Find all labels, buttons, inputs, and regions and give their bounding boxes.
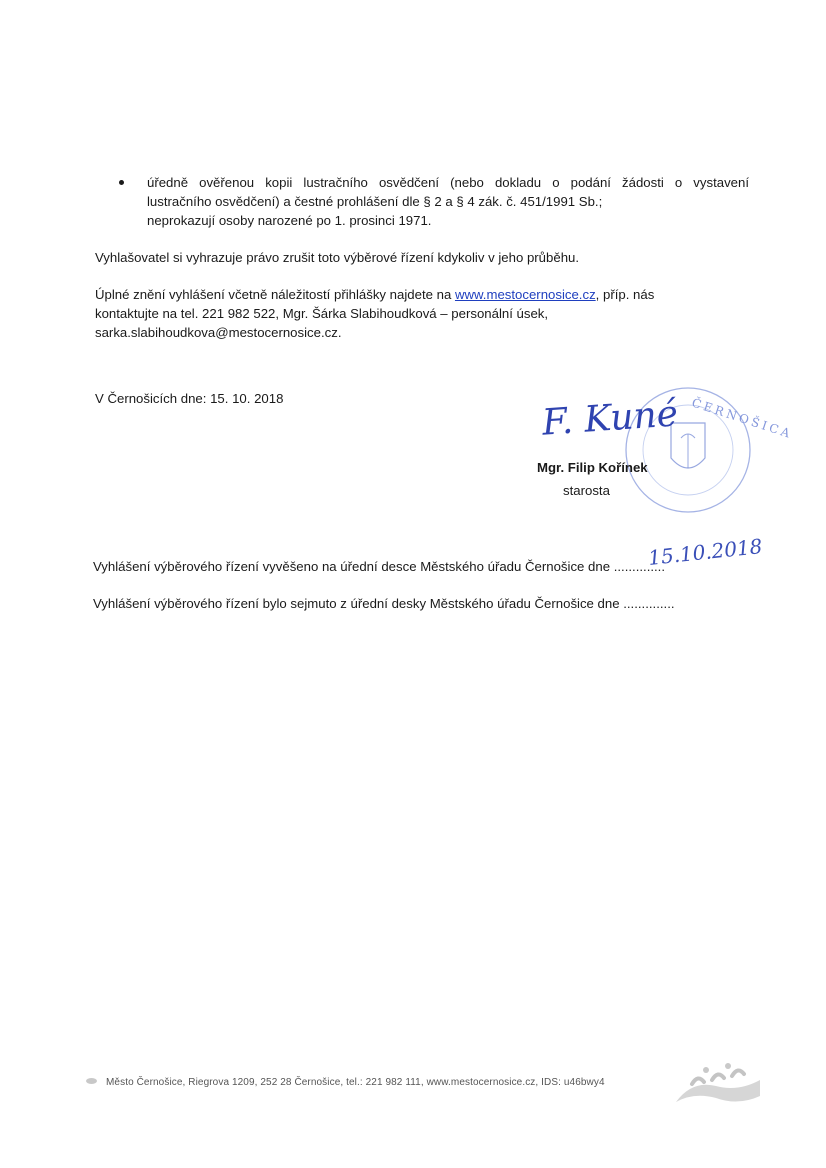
signatory-role: starosta: [563, 483, 610, 498]
bullet-line-1: úředně ověřenou kopii lustračního osvědčení (nebo dokladu o podání žádosti o vystavení: [147, 175, 749, 190]
contact-line-1: [95, 285, 654, 304]
bullet-line-3: neprokazují osoby narozené po 1. prosinci 1971.: [147, 213, 432, 228]
bullet-line-2: lustračního osvědčení) a čestné prohlášení dle § 2 a § 4 zák. č. 451/1991 Sb.;: [147, 194, 603, 209]
handwritten-signature: F. Kuné: [540, 393, 680, 444]
posted-notice: Vyhlášení výběrového řízení vyvěšeno na úřední desce Městského úřadu Černošice dne ..............: [93, 559, 666, 574]
website-link[interactable]: www.mestocernosice.cz: [454, 287, 596, 302]
removed-notice: Vyhlášení výběrového řízení bylo sejmuto z úřední desky Městského úřadu Černošice dne ..............: [93, 596, 675, 611]
contact-line-2: kontaktujte na tel. 221 982 522, Mgr. Šárka Slabihoudková – personální úsek,: [95, 306, 549, 321]
handwritten-posted-date: 15.10.2018: [647, 534, 764, 570]
stamp-text: ČERNOŠICA: [690, 395, 795, 442]
footer-address: Město Černošice, Riegrova 1209, 252 28 Černošice, tel.: 221 982 111, www.mestocernosice.cz, IDS: u46bwy4: [106, 1077, 605, 1088]
contact-line-3: sarka.slabihoudkova@mestocernosice.cz.: [95, 325, 342, 340]
footer-bullet: [86, 1078, 97, 1084]
city-logo-icon: [672, 1062, 764, 1106]
contact-line-1-prefix: Úplné znění vyhlášení včetně náležitostí přihlášky najdete na: [95, 287, 455, 302]
contact-line-1-suffix: , příp. nás: [595, 287, 655, 302]
place-date: V Černošicích dne: 15. 10. 2018: [95, 391, 284, 406]
bullet-marker: [119, 180, 124, 185]
signatory-name: Mgr. Filip Kořínek: [537, 460, 648, 475]
reserve-paragraph: Vyhlašovatel si vyhrazuje právo zrušit toto výběrové řízení kdykoliv v jeho průběhu.: [95, 250, 580, 265]
